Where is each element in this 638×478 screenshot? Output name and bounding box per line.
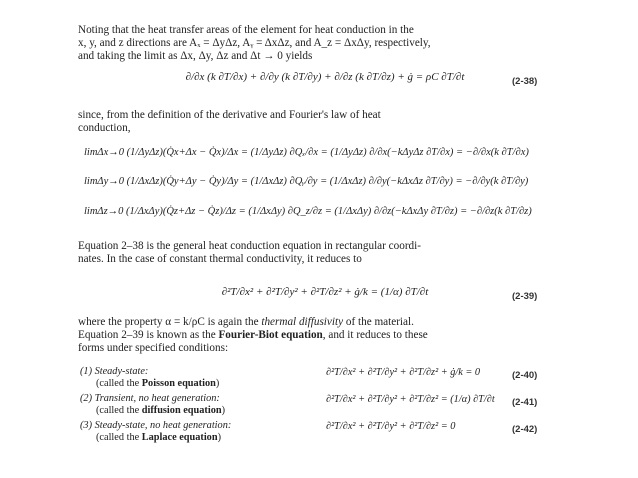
diffusion-equation-term: diffusion equation [141,404,222,416]
equation-number-2-39: (2-39) [512,291,538,302]
limit-equation-y: limΔy→0 (1/ΔxΔz)(Q̇y+Δy − Q̇y)/Δy = (1/ΔxΔz) ∂Qᵧ/∂y = (1/ΔxΔz) ∂/∂y(−kΔxΔz ∂T/∂y) = −∂/∂y(k ∂T/∂y) [84,176,529,187]
poisson-equation-term: Poisson equation [141,377,216,389]
intro-line-2: x, y, and z directions are Aₓ = ΔyΔz, Aᵧ = ΔxΔz, and A_z = ΔxΔy, respectively, [78,37,431,49]
fourier-line-3: forms under specified conditions: [78,342,229,354]
derivative-line-2: conduction, [78,122,131,134]
equation-number-2-40: (2-40) [512,370,538,381]
general-line-2: nates. In the case of constant thermal conductivity, it reduces to [78,253,362,265]
derivative-paragraph [78,109,548,135]
general-line-1: Equation 2–38 is the general heat conduction equation in rectangular coordi- [78,240,421,252]
equation-number-2-42: (2-42) [512,424,538,435]
fourier-biot-term: Fourier-Biot equation [218,329,323,341]
condition-called: (called the Poisson equation) [96,377,220,389]
fourier-line-1: where the property α = k/ρC is again the thermal diffusivity of the material. [78,316,414,328]
equation-number-2-41: (2-41) [512,397,538,408]
derivative-line-1: since, from the definition of the derivative and Fourier's law of heat [78,109,381,121]
general-equation-paragraph [78,240,548,266]
equation-2-38: ∂/∂x (k ∂T/∂x) + ∂/∂y (k ∂T/∂y) + ∂/∂z (k ∂T/∂z) + ġ = ρC ∂T/∂t [185,71,465,83]
intro-line-1: Noting that the heat transfer areas of the element for heat conduction in the [78,24,414,36]
condition-called: (called the diffusion equation) [96,404,226,416]
limit-equation-z: limΔz→0 (1/ΔxΔy)(Q̇z+Δz − Q̇z)/Δz = (1/ΔxΔy) ∂Q_z/∂z = (1/ΔxΔy) ∂/∂z(−kΔxΔy ∂T/∂z) = −∂/∂z(k ∂T/∂z) [84,206,532,217]
condition-label: (1) Steady-state: [80,366,149,377]
equation-2-42: ∂²T/∂x² + ∂²T/∂y² + ∂²T/∂z² = 0 [326,421,456,432]
equation-2-41: ∂²T/∂x² + ∂²T/∂y² + ∂²T/∂z² = (1/α) ∂T/∂t [326,394,495,405]
limit-equation-x: limΔx→0 (1/ΔyΔz)(Q̇x+Δx − Q̇x)/Δx = (1/ΔyΔz) ∂Qₓ/∂x = (1/ΔyΔz) ∂/∂x(−kΔyΔz ∂T/∂x) = −∂/∂x(k ∂T/∂x) [84,147,529,158]
laplace-equation-term: Laplace equation [141,431,218,443]
condition-label: (3) Steady-state, no heat generation: [80,420,232,431]
equation-2-39: ∂²T/∂x² + ∂²T/∂y² + ∂²T/∂z² + ġ/k = (1/α) ∂T/∂t [221,286,429,298]
equation-2-40: ∂²T/∂x² + ∂²T/∂y² + ∂²T/∂z² + ġ/k = 0 [326,367,481,378]
thermal-diffusivity-term: thermal diffusivity [261,316,344,328]
fourier-biot-paragraph [78,316,548,355]
condition-called: (called the Laplace equation) [96,431,221,443]
equation-number-2-38: (2-38) [512,76,538,87]
intro-line-3: and taking the limit as Δx, Δy, Δz and Δt → 0 yields [78,50,313,62]
intro-paragraph [78,24,548,63]
condition-label: (2) Transient, no heat generation: [80,393,220,404]
fourier-line-2: Equation 2–39 is known as the Fourier-Biot equation, and it reduces to these [78,329,428,341]
